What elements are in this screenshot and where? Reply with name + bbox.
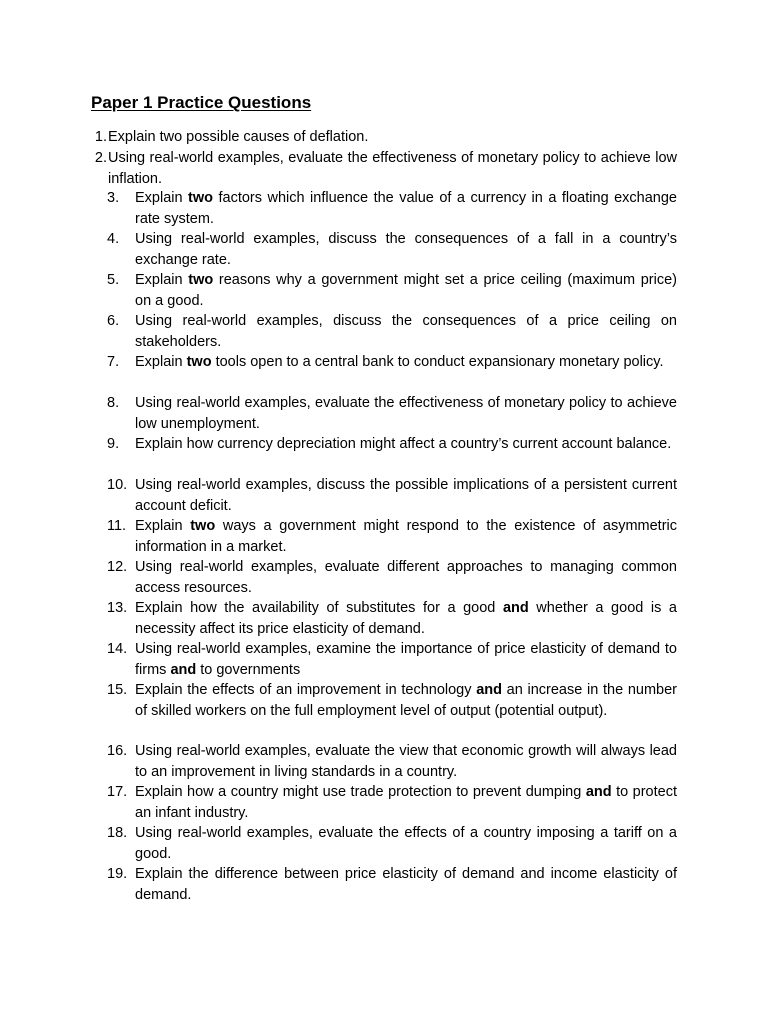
question-number: 8. [107, 395, 120, 411]
question-item [107, 352, 677, 373]
question-text: Using real-world examples, evaluate the effectiveness of monetary policy to achieve low inflation. [108, 150, 677, 187]
question-item [80, 148, 677, 189]
question-item [107, 823, 677, 864]
question-text: Using real-world examples, evaluate the effectiveness of monetary policy to achieve low unemployment. [135, 395, 677, 432]
question-text: Using real-world examples, evaluate the view that economic growth will always lead to an improvement in living standards in a country. [135, 743, 677, 780]
question-item [107, 639, 677, 680]
question-item [107, 475, 677, 516]
question-text: Using real-world examples, examine the importance of price elasticity of demand to firms and to governments [135, 641, 677, 678]
question-item [107, 188, 677, 229]
question-item [107, 516, 677, 557]
question-item [107, 311, 677, 352]
question-number: 4. [107, 231, 120, 247]
question-number: 19. [107, 866, 128, 882]
question-text: Explain how currency depreciation might affect a country’s current account balance. [135, 436, 672, 452]
question-number: 10. [107, 477, 128, 493]
question-number: 18. [107, 825, 128, 841]
question-item [107, 434, 677, 455]
question-number: 16. [107, 743, 128, 759]
question-text: Explain the effects of an improvement in technology and an increase in the number of skilled workers on the full employment level of output (potential output). [135, 682, 678, 719]
question-text: Explain two tools open to a central bank to conduct expansionary monetary policy. [135, 354, 664, 370]
question-number: 12. [107, 559, 128, 575]
question-text: Using real-world examples, evaluate different approaches to managing common access resources. [135, 559, 677, 596]
document-title: Paper 1 Practice Questions [91, 93, 312, 112]
question-number: 7. [107, 354, 120, 370]
question-item [107, 741, 677, 782]
question-text: Explain two ways a government might respond to the existence of asymmetric information in a market. [135, 518, 677, 555]
question-item [107, 229, 677, 270]
question-number: 2. [94, 150, 107, 166]
question-item [107, 598, 677, 639]
question-text: Using real-world examples, discuss the consequences of a fall in a country’s exchange rate. [135, 231, 677, 268]
question-number: 1. [94, 129, 107, 145]
question-item [107, 557, 677, 598]
question-number: 13. [107, 600, 128, 616]
question-item [80, 127, 677, 148]
question-item [107, 680, 677, 721]
question-item [107, 782, 677, 823]
question-text: Using real-world examples, discuss the possible implications of a persistent current account deficit. [135, 477, 677, 514]
question-item [107, 864, 677, 905]
question-number: 14. [107, 641, 128, 657]
question-number: 3. [107, 190, 120, 206]
question-text: Explain how the availability of substitutes for a good and whether a good is a necessity affect its price elasticity of demand. [135, 600, 677, 637]
question-text: Explain two possible causes of deflation. [108, 129, 369, 145]
question-number: 6. [107, 313, 120, 329]
question-text: Explain two factors which influence the value of a currency in a floating exchange rate system. [135, 190, 677, 227]
question-text: Explain the difference between price elasticity of demand and income elasticity of demand. [135, 866, 677, 903]
question-number: 17. [107, 784, 128, 800]
question-number: 11. [107, 518, 127, 534]
question-text: Using real-world examples, evaluate the effects of a country imposing a tariff on a good. [135, 825, 677, 862]
question-item [107, 393, 677, 434]
question-item [107, 270, 677, 311]
question-number: 9. [107, 436, 120, 452]
question-number: 15. [107, 682, 128, 698]
question-text: Explain how a country might use trade protection to prevent dumping and to protect an infant industry. [135, 784, 677, 821]
question-text: Explain two reasons why a government might set a price ceiling (maximum price) on a good. [135, 272, 677, 309]
question-number: 5. [107, 272, 120, 288]
question-text: Using real-world examples, discuss the consequences of a price ceiling on stakeholders. [135, 313, 677, 350]
